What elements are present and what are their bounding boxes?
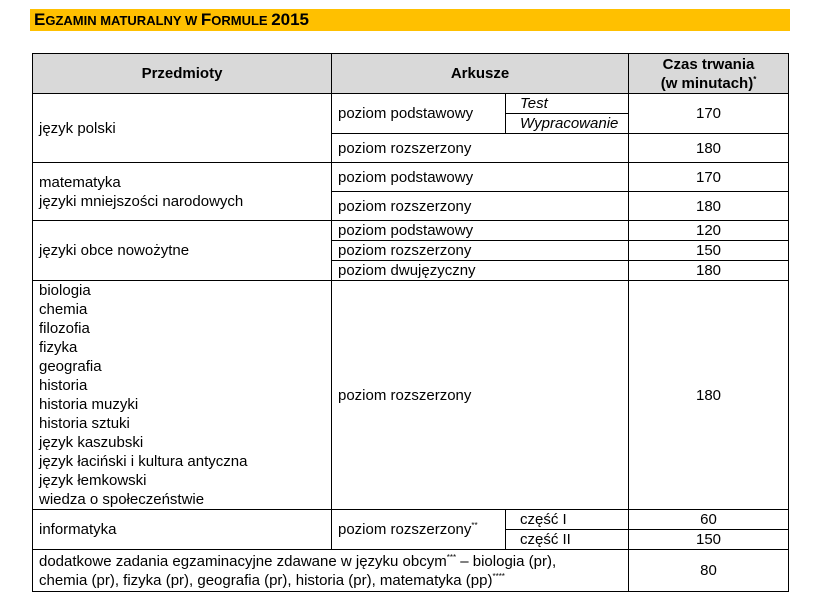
- subject-cell: informatyka: [33, 510, 332, 550]
- subject-name: matematyka: [39, 173, 121, 191]
- subject-name: geografia: [39, 358, 102, 375]
- part-cell: Test: [506, 94, 629, 114]
- level-cell: poziom rozszerzony**: [332, 510, 506, 550]
- exam-table: [32, 53, 789, 592]
- subject-name: historia: [39, 377, 88, 394]
- level-cell: poziom rozszerzony: [332, 281, 629, 510]
- additional-line-2: chemia (pr), fizyka (pr), geografia (pr), historia (pr), matematyka (pp)****: [39, 571, 505, 589]
- subject-name: filozofia: [39, 320, 90, 337]
- footnote-mark: ***: [446, 552, 457, 562]
- page-title: EGZAMIN MATURALNY W FORMULE 2015: [30, 9, 790, 31]
- additional-line-1: dodatkowe zadania egzaminacyjne zdawane w języku obcym*** – biologia (pr),: [39, 552, 557, 570]
- time-cell: 80: [629, 550, 789, 592]
- additional-cell: [33, 550, 629, 592]
- time-cell: 170: [629, 163, 789, 192]
- header-duration-title: Czas trwania: [662, 55, 755, 73]
- subject-name: język łemkowski: [39, 472, 147, 489]
- time-cell: 180: [629, 192, 789, 221]
- level-cell: poziom rozszerzony: [332, 192, 629, 221]
- header-subjects: Przedmioty: [33, 54, 332, 94]
- time-cell: 150: [629, 241, 789, 261]
- time-cell: 180: [629, 261, 789, 281]
- part-cell: część II: [506, 530, 629, 550]
- level-cell: poziom podstawowy: [332, 94, 506, 134]
- subject-name: wiedza o społeczeństwie: [39, 491, 205, 508]
- time-cell: 60: [629, 510, 789, 530]
- header-row: [33, 54, 789, 94]
- level-cell: poziom rozszerzony: [332, 134, 629, 163]
- level-cell: poziom podstawowy: [332, 163, 629, 192]
- level-cell: poziom podstawowy: [332, 221, 629, 241]
- part-cell: część I: [506, 510, 629, 530]
- subject-name: język kaszubski: [39, 434, 144, 451]
- time-cell: 150: [629, 530, 789, 550]
- footnote-mark: **: [471, 521, 478, 530]
- subject-name: historia sztuki: [39, 415, 130, 432]
- subject-cell: [33, 163, 332, 221]
- part-cell: Wypracowanie: [506, 114, 629, 134]
- footnote-mark: ****: [492, 571, 505, 581]
- subject-name: chemia: [39, 301, 88, 318]
- subject-name: biologia: [39, 282, 91, 299]
- subject-cell: języki obce nowożytne: [33, 221, 332, 281]
- header-sheets: Arkusze: [332, 54, 629, 94]
- level-cell: poziom rozszerzony: [332, 241, 629, 261]
- time-cell: 180: [629, 134, 789, 163]
- time-cell: 180: [629, 281, 789, 510]
- table-row: [33, 510, 789, 530]
- time-cell: 120: [629, 221, 789, 241]
- table-row: [33, 281, 789, 510]
- table-row: [33, 94, 789, 114]
- subject-cell: [33, 281, 332, 510]
- table-row: [33, 550, 789, 592]
- header-duration: [629, 54, 789, 94]
- level-cell: poziom dwujęzyczny: [332, 261, 629, 281]
- subject-name: język łaciński i kultura antyczna: [39, 453, 248, 470]
- subject-name: historia muzyki: [39, 396, 139, 413]
- subject-cell: język polski: [33, 94, 332, 163]
- time-cell: 170: [629, 94, 789, 134]
- table-row: [33, 221, 789, 241]
- subject-name: fizyka: [39, 339, 78, 356]
- header-duration-unit: (w minutach)*: [660, 74, 757, 92]
- footnote-mark: *: [753, 74, 757, 84]
- subject-name: języki mniejszości narodowych: [39, 192, 244, 210]
- table-row: [33, 163, 789, 192]
